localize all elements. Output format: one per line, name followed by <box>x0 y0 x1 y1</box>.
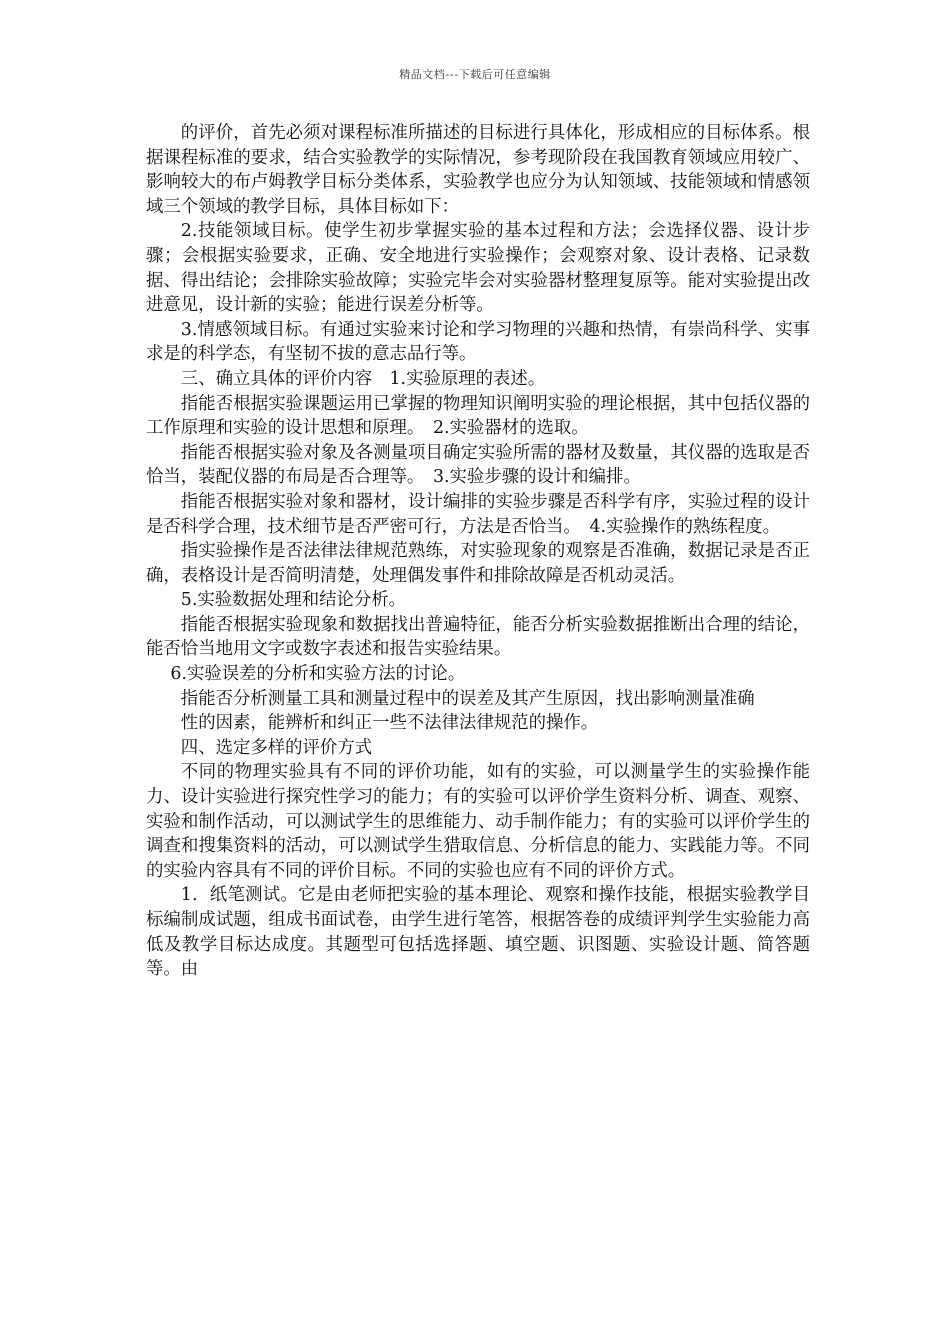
section-heading: 四、选定多样的评价方式 <box>180 737 373 758</box>
section-heading: 三、确立具体的评价内容 1.实验原理的表述。 <box>180 368 546 389</box>
page-header: 精品文档---下载后可任意编辑 <box>399 68 551 81</box>
paragraph: 指能否根据实验现象和数据找出普遍特征，能否分析实验数据推断出合理的结论，能否恰当地用文字或数字表述和报告实验结果。 <box>146 614 810 660</box>
paragraph: 2.技能领域目标。使学生初步掌握实验的基本过程和方法；会选择仪器、设计步骤；会根据实验要求，正确、安全地进行实验操作；会观察对象、设计表格、记录数据、得出结论；会排除实验故障；实验完毕会对实验器材整理复原等。能对实验提出改进意见，设计新的实验；能进行误差分析等。 <box>146 221 810 316</box>
paragraph: 的评价，首先必须对课程标准所描述的目标进行具体化，形成相应的目标体系。根据课程标准的要求，结合实验教学的实际情况，参考现阶段在我国教育领域应用较广、影响较大的布卢姆教学目标分类体系，实验教学也应分为认知领域、技能领域和情感领域三个领域的教学目标，具体目标如下： <box>146 123 810 217</box>
paragraph: 不同的物理实验具有不同的评价功能，如有的实验，可以测量学生的实验操作能力、设计实验进行探究性学习的能力；有的实验可以评价学生资料分析、调查、观察、实验和制作活动，可以测试学生的思维能力、动手制作能力；有的实验可以评价学生的调查和搜集资料的活动，可以测试学生猎取信息、分析信息的能力、实践能力等。不同的实验内容具有不同的评价目标。不同的实验也应有不同的评价方式。 <box>146 762 810 881</box>
subsection-heading: 5.实验数据处理和结论分析。 <box>180 590 407 611</box>
paragraph: 指能否根据实验课题运用已掌握的物理知识阐明实验的理论根据，其中包括仪器的工作原理和实验的设计思想和原理。 2.实验器材的选取。 <box>146 393 810 439</box>
paragraph: 指能否分析测量工具和测量过程中的误差及其产生原因，找出影响测量准确 <box>180 688 755 709</box>
subsection-heading: 6.实验误差的分析和实验方法的讨论。 <box>170 664 466 685</box>
paragraph: 指实验操作是否法律法律规范熟练，对实验现象的观察是否准确，数据记录是否正确，表格设计是否简明清楚，处理偶发事件和排除故障是否机动灵活。 <box>146 541 810 586</box>
paragraph: 指能否根据实验对象和器材，设计编排的实验步骤是否科学有序，实验过程的设计是否科学合理，技术细节是否严密可行，方法是否恰当。 4.实验操作的熟练程度。 <box>146 491 810 537</box>
paragraph: 指能否根据实验对象及各测量项目确定实验所需的器材及数量，其仪器的选取是否恰当，装配仪器的布局是否合理等。 3.实验步骤的设计和编排。 <box>146 442 810 488</box>
paragraph: 1．纸笔测试。它是由老师把实验的基本理论、观察和操作技能，根据实验教学目标编制成试题，组成书面试卷，由学生进行笔答，根据答卷的成绩评判学生实验能力高低及教学目标达成度。其题型可包括选择题、填空题、识图题、实验设计题、简答题等。由 <box>146 885 810 980</box>
paragraph: 3.情感领域目标。有通过实验来讨论和学习物理的兴趣和热情，有崇尚科学、实事求是的科学态，有坚韧不拔的意志品行等。 <box>146 319 810 365</box>
paragraph: 性的因素，能辨析和纠正一些不法律法律规范的操作。 <box>180 713 599 734</box>
document-body <box>146 121 810 982</box>
